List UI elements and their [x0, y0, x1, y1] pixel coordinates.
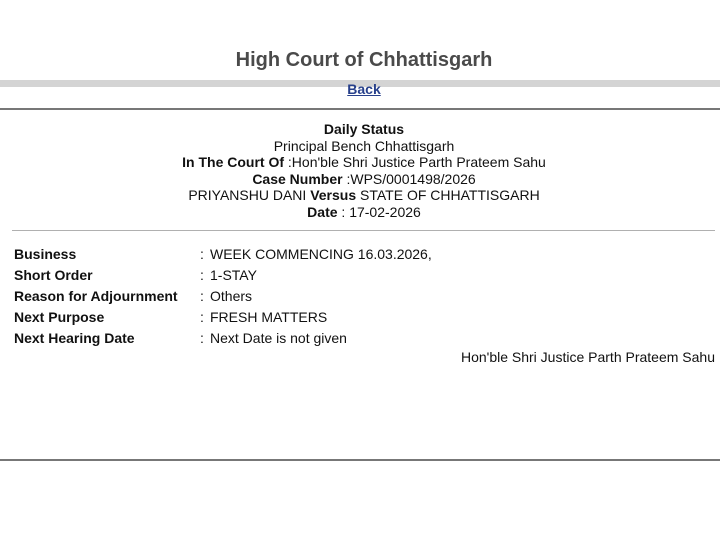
parties-line	[0, 187, 720, 204]
case-number-label: Case Number	[252, 170, 343, 187]
detail-row-adjournment-reason	[14, 285, 714, 306]
detail-value: 1-STAY	[210, 266, 257, 283]
bench-name: Principal Bench Chhattisgarh	[273, 137, 455, 154]
case-number-value: :WPS/0001498/2026	[346, 170, 476, 187]
detail-label: Short Order	[14, 266, 93, 283]
court-line	[0, 154, 720, 171]
detail-colon: :	[200, 266, 204, 283]
detail-value: FRESH MATTERS	[210, 308, 328, 325]
detail-row-business	[14, 243, 714, 264]
detail-row-short-order	[14, 264, 714, 285]
section-divider	[12, 230, 715, 231]
status-details	[14, 243, 714, 348]
detail-colon: :	[200, 329, 204, 346]
date-label: Date	[307, 203, 338, 220]
respondent-name: STATE OF CHHATTISGARH	[360, 187, 540, 203]
detail-label: Next Purpose	[14, 308, 105, 325]
detail-label: Reason for Adjournment	[14, 287, 178, 304]
versus-label: Versus	[310, 187, 357, 203]
back-link[interactable]: Back	[347, 81, 381, 97]
daily-status-heading: Daily Status	[323, 121, 405, 137]
bottom-divider	[0, 459, 720, 461]
detail-row-next-purpose	[14, 306, 714, 327]
date-line	[0, 204, 720, 221]
detail-colon: :	[200, 287, 204, 304]
case-header	[0, 121, 720, 220]
detail-colon: :	[200, 308, 204, 325]
detail-label: Business	[14, 245, 77, 262]
detail-value: Next Date is not given	[210, 329, 347, 346]
court-label: In The Court Of	[182, 154, 285, 170]
petitioner-name: PRIYANSHU DANI	[188, 187, 307, 203]
case-number-line	[0, 171, 720, 188]
top-divider	[0, 108, 720, 110]
detail-colon: :	[200, 245, 204, 262]
court-title: High Court of Chhattisgarh	[235, 49, 493, 71]
judge-signature: Hon'ble Shri Justice Parth Prateem Sahu	[460, 349, 715, 365]
detail-label: Next Hearing Date	[14, 329, 135, 346]
court-value: :Hon'ble Shri Justice Parth Prateem Sahu	[287, 154, 546, 170]
detail-value: Others	[210, 287, 253, 304]
date-value: : 17-02-2026	[341, 203, 421, 220]
detail-value: WEEK COMMENCING 16.03.2026,	[210, 245, 432, 262]
detail-row-next-hearing-date	[14, 327, 714, 348]
